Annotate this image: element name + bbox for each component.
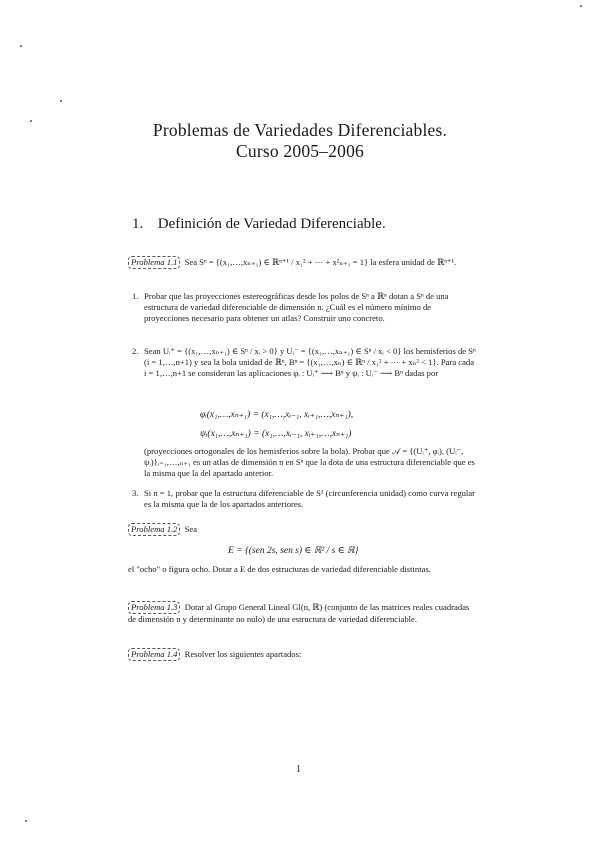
list-item: [132, 291, 477, 325]
problem-1-4: [128, 648, 473, 661]
list-item: [132, 446, 477, 480]
section-title: Definición de Variedad Diferenciable.: [157, 216, 386, 232]
item-number: 2.: [132, 346, 139, 356]
item-text: Probar que las proyecciones estereográficas desde los polos de Sⁿ a ℝⁿ dotan a Sⁿ de una estructura de variedad diferenciable de dimensión n. ¿Cuál es el número mínimo de proyecciones necesario para obtener un atlas? Construir uno concreto.: [144, 291, 449, 324]
section-heading: [132, 216, 386, 233]
item-text: Sean Uᵢ⁺ = {(x₁,…,xₙ₊₁) ∈ Sⁿ / xᵢ > 0} y Uᵢ⁻ = {(x₁,…,xₙ₊₁) ∈ Sⁿ / xᵢ < 0} los hemisferios de Sⁿ (i = 1,…,n+1) y sea la bola unidad de ℝⁿ, Bⁿ = {(x₁,…,xₙ) ∈ ℝⁿ / x₁² + ⋯ + xₙ² < 1}. Para cada i = 1,…,n+1 se consideran las aplicaciones φᵢ : Uᵢ⁺ ⟶ Bⁿ y ψᵢ : Uᵢ⁻ ⟶ Bⁿ dadas por: [144, 346, 476, 379]
document-title: [60, 120, 540, 162]
problem-tag: Problema 1.3: [128, 601, 180, 614]
problem-text: Sea Sⁿ = {(x₁,…,xₙ₊₁) ∈ ℝⁿ⁺¹ / x₁² + ⋯ + x²ₙ₊₁ = 1} la esfera unidad de ℝⁿ⁺¹.: [184, 257, 457, 267]
problem-tag: Problema 1.2: [128, 523, 180, 536]
equation-psi: ψᵢ(x₁,…,xₙ₊₁) = (x₁,…,xᵢ₋₁, xᵢ₊₁,…,xₙ₊₁): [200, 429, 352, 439]
scan-speck: [580, 5, 582, 7]
item-text: (proyecciones ortogonales de los hemisferios sobre la bola). Probar que 𝒜 = {(Uᵢ⁺, φᵢ), (Uᵢ⁻, ψᵢ)}ᵢ₌₁,…,ₙ₊₁ es un atlas de dimensión n en Sⁿ que la dota de una estructura diferenciable que es la misma que la del apartado anterior.: [144, 446, 475, 479]
scan-speck: [20, 45, 22, 47]
problem-tag: Problema 1.4: [128, 648, 180, 661]
scan-speck: [30, 120, 32, 122]
title-line-2: Curso 2005–2006: [236, 141, 364, 161]
item-number: 3.: [132, 488, 139, 498]
problem-tag: Problema 1.1: [128, 256, 180, 269]
problem-1-2-continuation: el "ocho" o figura ocho. Dotar a E de dos estructuras de variedad diferenciable distintas.: [128, 564, 431, 574]
problem-1-2: [128, 523, 473, 536]
title-line-1: Problemas de Variedades Diferenciables.: [152, 120, 448, 140]
item-number: 1.: [132, 291, 139, 301]
equation-figure-eight: E = {(sen 2s, sen s) ∈ ℝ² / s ∈ ℝ}: [228, 546, 359, 556]
problem-text: Dotar al Grupo General Lineal Gl(n, ℝ) (conjunto de las matrices reales cuadradas de dimensión n y determinante no nulo) de una estructura de variedad diferenciable.: [128, 602, 470, 625]
problem-text: Resolver los siguientes apartados:: [184, 649, 302, 659]
problem-1-3: [128, 601, 473, 625]
section-number: 1.: [132, 216, 144, 232]
scan-speck: [25, 820, 27, 822]
item-text: Si n = 1, probar que la estructura diferenciable de S¹ (circunferencia unidad) como curva regular es la misma que la de los apartados anteriores.: [144, 488, 475, 510]
list-item: [132, 488, 477, 510]
list-item: [132, 346, 477, 380]
scan-speck: [60, 100, 62, 102]
problem-1-1: [128, 256, 473, 269]
page-number: 1: [296, 764, 301, 775]
problem-text: Sea: [184, 524, 198, 534]
equation-phi: φᵢ(x₁,…,xₙ₊₁) = (x₁,…,xᵢ₋₁, xᵢ₊₁,…,xₙ₊₁),: [200, 410, 354, 420]
